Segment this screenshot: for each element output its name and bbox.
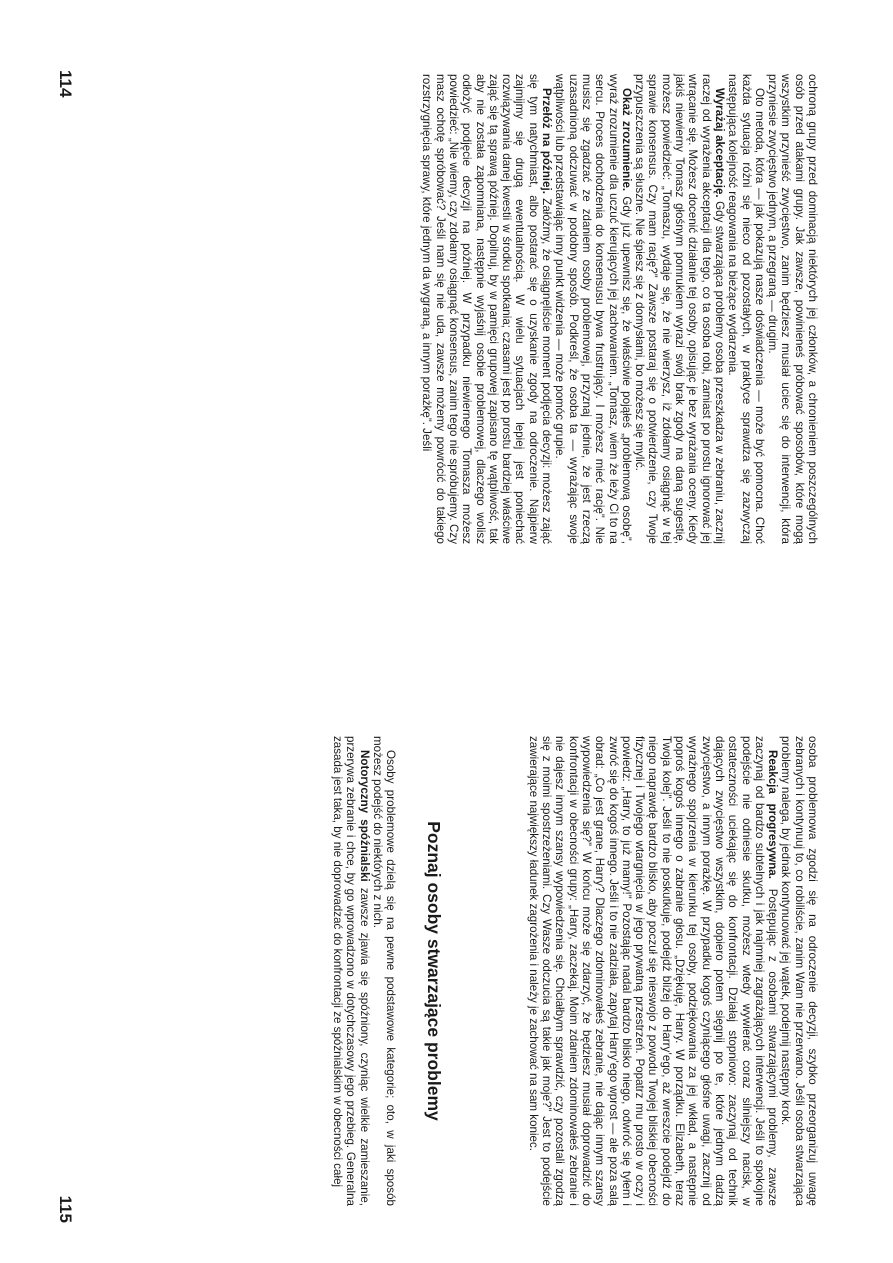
left-page-text [420,74,819,544]
paragraph: Wyrażaj akceptację. Gdy stwarzająca problemy osoba przeszkadza w zebraniu, zacznij raczej od wyrażenia akceptacji dla tego, co ta osoba robi, zamiast po prostu ignorować jej wtrącanie się. Możesz docenić działanie tej osoby, opisując je bez wyrażania oceny. Kiedy jakiś niewierny Tomasz głośnym pomrukiem wyrazi swój brak zgody na daną sugestię, możesz powiedzieć: „Tomaszu, wydaje się, że nie wierzysz, iż zdołamy osiągnąć w tej sprawie konsensus. Czy mam rację?” Zawsze postaraj się o potwierdzenie, czy Twoje przypuszczenia są słuszne. Nie śpiesz się z domysłami, bo możesz się mylić. [633,74,726,544]
right-page [0,632,893,1263]
paragraph-lead: Przełóż na później. [540,88,554,194]
page-number: 115 [56,1195,75,1223]
paragraph-lead: Notoryczny spóźnialski [357,750,371,882]
paragraph-lead: Reakcja progresywna. [766,750,780,879]
page-number: 114 [56,70,75,98]
right-page-text [331,736,819,1206]
left-page [0,0,893,631]
paragraph: Notoryczny spóźnialski zawsze zjawia się spóźniony, czyniąc wielkie zamieszanie, przerywa zebranie i chce, by go wprowadzono w dotychczasowy jego przebieg. Generalna zasada jest taka, by nie doprowadzać do konfrontacji ze spóźnialskim w obecności całej [330,736,371,1206]
paragraph: Reakcja progresywna. Postępując z osobami stwarzającymi problemy, zawsze zaczynaj od bardzo subtelnych i jak najmniej zagrażających interwencji. Jeśli to spokojne podejście nie odniesie skutku, możesz wtedy wywierać coraz silniejszy nacisk, w ostateczności uciekając się do konfrontacji. Działaj stopniowo: zaczynaj od technik dających zwycięstwo wszystkim, dopiero potem sięgnij po te, które jednym dadzą zwycięstwo, a innym porażkę. W przypadku kogoś czyniącego głośne uwagi, zacznij od wyraźnego spojrzenia w kierunku tej osoby, podziękowania za jej wkład, a następnie poproś kogoś innego o zabranie głosu. „Dziękuję, Harry. W porządku. Elizabeth, teraz Twoja kolej”. Jeśli to nie poskutkuje, podejdź bliżej do Harry’ego, aż wreszcie podejdź do niego naprawdę bardzo blisko, aby poczuł się nieswojo z powodu Twojej bliskiej obecności fizycznej i Twojego wtargnięcia w jego prywatną przestrzeń. Popatrz mu prosto w oczy i powiedz: „Harry, to już mamy!” Pozostając nadal bardzo blisko niego, odwróć się tyłem i zwróć się do kogoś innego. Jeśli i to nie zadziała, zapytaj Harry’ego wprost — ale poza salą obrad: „Co jest grane, Harry? Dlaczego zdominowałeś zebranie, nie dając innym szansy wypowiedzenia się?” W końcu może się zdarzyć, że będziesz musiał doprowadzić do konfrontacji w obecności grupy: „Harry, zaczekaj. Moim zdaniem zdominowałeś zebranie i nie dajesz innym szansy wypowiedzenia się. Chciałbym sprawdzić, czy pozostali zgodzą się z moimi spostrzeżeniami. Czy Wasze odczucia są takie jak moje?” Jest to podejście zawierające największy ładunek zagrożenia i należy je zachować na sam koniec. [526,736,780,1207]
section-heading: Poznaj osoby stwarzające problemy [424,821,445,1121]
paragraph-lead: Wyrażaj akceptację. [712,88,726,198]
paragraph: Oto metoda, która — jak pokazują nasze doświadczenia — może być pomocna. Choć każda sytuacja różni się nieco od pozostałych, w praktyce sprawdza się zazwyczaj następująca kolejność reagowania na bieżące wydarzenia. [726,74,766,544]
paragraph: osoba problemowa zgodzi się na odroczenie decyzji, szybko przeorganizuj uwagę zebranych i kontynuuj to, co robiliście, zanim Wam nie przerwano. Jeśli osoba stwarzająca problemy nalega, by jednak kontynuować jej wątek, podejmij następny krok. [779,736,819,1206]
paragraph: Przełóż na później. Załóżmy, że osiągnęliście moment podjęcia decyzji: możesz zająć się tym natychmiast, albo postarać się o uzyskanie zgody na odroczenie. Najpierw zajmijmy się drugą ewentualnością. W wielu sytuacjach lepiej jest poniechać rozwiązywania danej kwestii w środku spotkania; czasami jest po prostu bardziej właściwe zająć się tą sprawą później. Dopilnuj, by w pamięci grupowej zapisano tę wątpliwość, tak aby nie została zapomniana, następnie wyjaśnij osobie problemowej, dlaczego wolisz odłożyć podjęcie decyzji na później. W przypadku niewiernego Tomasza możesz powiedzieć: „Nie wiemy, czy zdołamy osiągnąć konsensus, zanim tego nie spróbujemy. Czy masz ochotę spróbować? Jeśli nam się nie uda, zawsze możemy powrócić do takiego rozstrzygnięcia sprawy, które jednym da wygraną, a innym porażkę”. Jeśli [420,74,554,545]
paragraph: Osoby problemowe dzielą się na pewne podstawowe kategorie; oto, w jaki sposób możesz podejść do niektórych z nich. [370,736,398,1206]
paragraph-lead: Okaż zrozumienie. [619,88,633,192]
paragraph: ochroną grupy przed dominacją niektórych jej członków, a chronieniem poszczególnych osób przed atakami grupy. Jak zawsze, powinieneś próbować sposobów, które mogą wszystkim przynieść zwycięstwo, zanim będziesz musiał uciec się do interwencji, która przyniesie zwycięstwo jednym, a przegraną — drugim. [766,74,819,544]
paragraph: Okaż zrozumienie. Gdy już upewnisz się, że właściwie pojąłeś „problemową osobę”, wyraź zrozumienie dla uczuć kierujących jej zachowaniem. „Tomasz, wiem że leży Ci to na sercu. Proces dochodzenia do konsensusu bywa frustrujący. I możesz mieć rację”. Nie musisz się zgadzać ze zdaniem osoby problemowej, przyznaj jednie, że jest rzeczą uzasadnioną odczuwać w podobny sposób. Podkreśl, że osoba ta — wyrażając swoje wątpliwości lub przedstawiając inny punkt widzenia — może pomóc grupie. [553,74,633,544]
